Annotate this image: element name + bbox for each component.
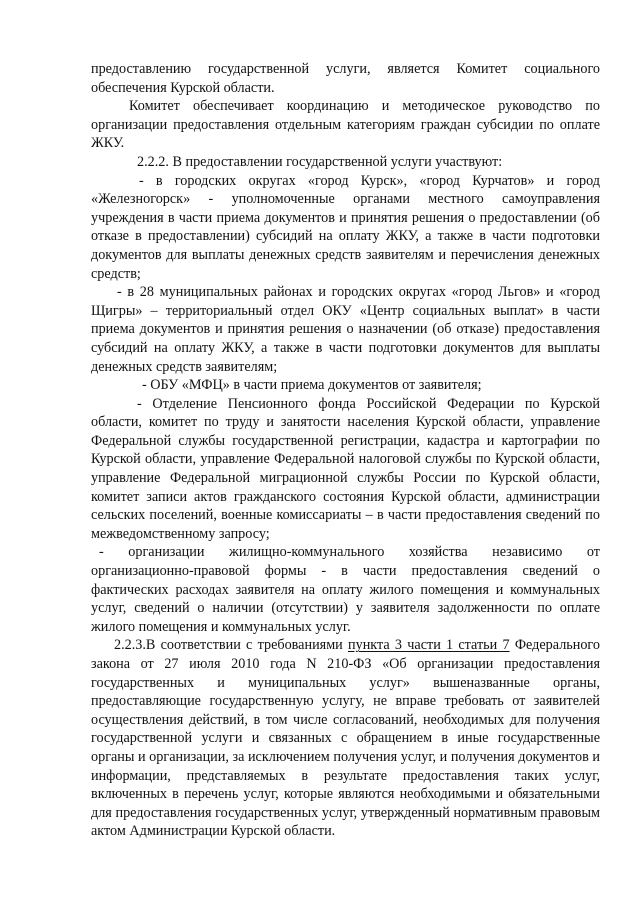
paragraph-responsible-body: предоставлению государственной услуги, является Комитет социального обеспечения Курской области. <box>91 61 600 96</box>
paragraph-2-2-3-body: Федерального закона от 27 июля 2010 года N 210-ФЗ «Об организации предоставления государственных и муниципальных услуг» вышеназванные органы, предоставляющие государственную услугу, не вправе требовать от заявителей осуществления действий, в том числе согласований, необходимых для получения государственной услуги и связанных с обращением в иные государственные органы и организации, за исключением получения услуг, и получения документов и информации, представляемых в результате предоставления таких услуг, включенных в перечень услуг, которые являются необходимыми и обязательными для предоставления государственных услуг, утвержденный нормативным правовым актом Администрации Курской области. <box>91 637 600 840</box>
paragraph-coordination: Комитет обеспечивает координацию и методическое руководство по организации предоставления отдельным категориям граждан субсидии по оплате ЖКУ. <box>91 98 600 152</box>
paragraph-2-2-3 <box>91 636 600 841</box>
section-heading-2-2-2: 2.2.2. В предоставлении государственной услуги участвуют: <box>137 153 503 170</box>
paragraph-housing-organizations: - организации жилищно-коммунального хозяйства независимо от организационно-правовой формы - в части предоставления сведений о фактических расходах заявителя на оплату жилого помещения и коммунальных услуг, сведений о наличии (отсутствии) у заявителя задолженности по оплате жилого помещения и коммунальных услуг. <box>91 544 600 635</box>
paragraph-mfc: - ОБУ «МФЦ» в части приема документов от заявителя; <box>142 377 482 394</box>
paragraph-city-districts: - в городских округах «город Курск», «город Курчатов» и город «Железногорск» - уполномоченные органами местного самоуправления учреждения в части приема документов и принятия решения о предоставлении (об отказе в предоставлении) субсидий на оплату ЖКУ, а также в части подготовки документов для выплаты денежных средств заявителям и перечисления денежных средств; <box>91 172 600 282</box>
law-reference-link[interactable]: пункта 3 части 1 статьи 7 <box>348 637 510 654</box>
paragraph-municipal-districts: - в 28 муниципальных районах и городских округах «город Льгов» и «город Щигры» – территориальный отдел ОКУ «Центр социальных выплат» в части приема документов и принятия решения о назначении (об отказе) предоставления субсидий на оплату ЖКУ, а также в части подготовки документов для выплаты денежных средств заявителям; <box>91 284 600 375</box>
paragraph-2-2-3-intro: 2.2.3.В соответствии с требованиями <box>114 637 349 654</box>
document-body <box>91 60 600 841</box>
paragraph-interagency: - Отделение Пенсионного фонда Российской Федерации по Курской области, комитет по труду и занятости населения Курской области, управление Федеральной службы государственной регистрации, кадастра и картографии по Курской области, управление Федеральной налоговой службы по Курской области, управление Федеральной миграционной службы России по Курской области, комитет записи актов гражданского состояния Курской области, администрации сельских поселений, военные комиссариаты – в части предоставления сведений по межведомственному запросу; <box>91 395 600 542</box>
